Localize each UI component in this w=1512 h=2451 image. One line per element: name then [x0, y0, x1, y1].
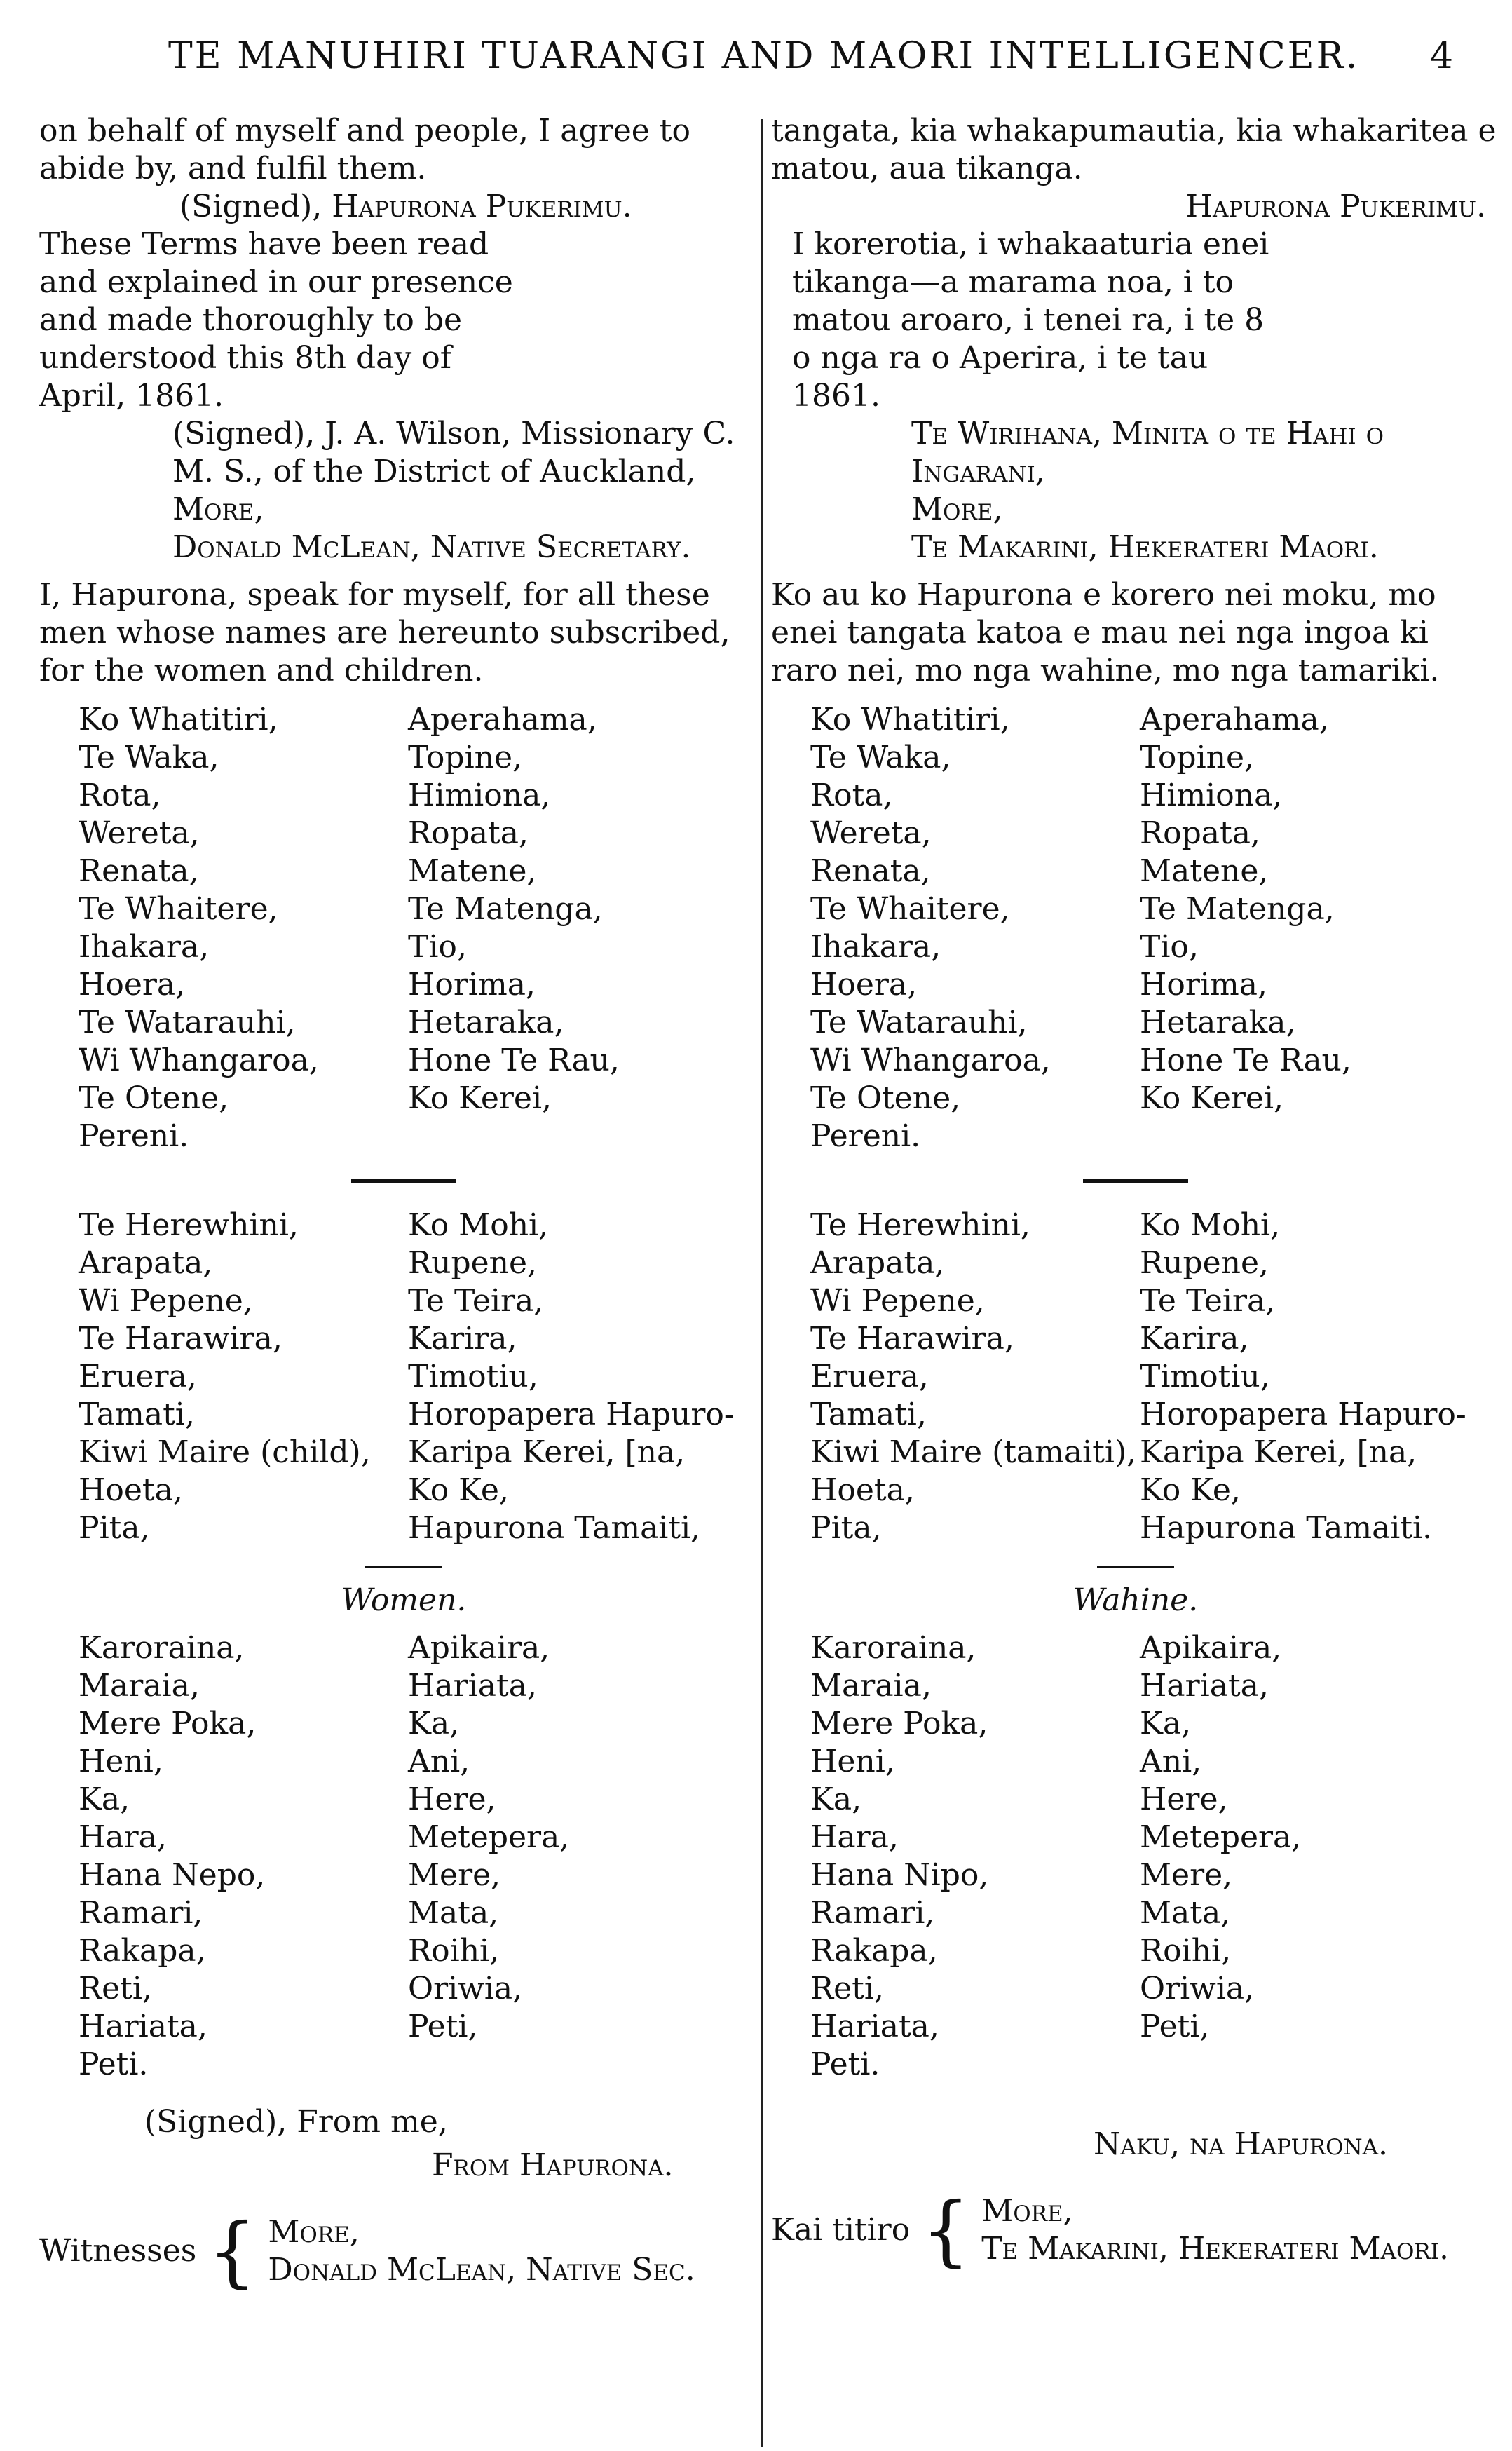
list-item: Ko Mohi,	[1140, 1207, 1281, 1243]
list-item: Peti.	[79, 2046, 149, 2082]
list-item: Tamati,	[79, 1397, 195, 1432]
list-item: Karipa Kerei, [na,	[1140, 1434, 1417, 1470]
list-item: Hariata,	[79, 2009, 207, 2044]
names-col-2	[1140, 701, 1504, 1155]
list-item: Ko Ke,	[1140, 1472, 1241, 1508]
list-item: Matene,	[408, 853, 537, 889]
list-item: Te Herewhini,	[79, 1207, 299, 1243]
attestation-text: These Terms have been read and explained in our presence and made thoroughly to be understood this 8th day of April, 1861.	[39, 226, 513, 414]
list-item: Ka,	[1140, 1706, 1192, 1742]
list-item: Topine,	[408, 740, 523, 775]
list-item: Wi Whangaroa,	[79, 1043, 319, 1078]
from-name: From Hapurona.	[432, 2147, 674, 2183]
list-item: Ko Whatitiri,	[810, 702, 1010, 738]
list-item: Ko Ke,	[408, 1472, 509, 1508]
list-item: Roihi,	[408, 1933, 500, 1969]
list-item: Peti,	[1140, 2009, 1210, 2044]
list-item: Hoera,	[79, 967, 186, 1003]
list-item: Te Matenga,	[408, 891, 603, 927]
list-item: Wereta,	[810, 815, 932, 851]
women-heading: Women.	[341, 1582, 467, 1618]
list-item: Mere Poka,	[79, 1706, 257, 1742]
list-item: Peti,	[408, 2009, 478, 2044]
section-rule	[365, 1566, 442, 1568]
from-signed: (Signed), From me,	[144, 2104, 448, 2140]
list-item: Te Waka,	[810, 740, 951, 775]
list-item: Aperahama,	[408, 702, 597, 738]
list-item: Ropata,	[1140, 815, 1260, 851]
list-item: Pita,	[79, 1510, 150, 1546]
witness-more: More,	[911, 491, 1003, 527]
list-item: Maraia,	[810, 1668, 932, 1704]
list-item: Ko Kerei,	[1140, 1080, 1284, 1116]
names-col-2	[1140, 1629, 1504, 2084]
list-item: Oriwia,	[408, 1971, 523, 2007]
list-item: Te Herewhini,	[810, 1207, 1030, 1243]
list-item: Wi Pepene,	[79, 1283, 253, 1319]
witnesses-block	[771, 2185, 1500, 2275]
list-item: Ihakara,	[79, 929, 210, 965]
list-item: Ko Kerei,	[408, 1080, 552, 1116]
men-names-group-2	[810, 1207, 1500, 1547]
list-item: Karoraina,	[810, 1630, 976, 1666]
men-names-group-1	[810, 701, 1500, 1155]
list-item: Wi Whangaroa,	[810, 1043, 1051, 1078]
list-item: Topine,	[1140, 740, 1255, 775]
list-item: Rota,	[810, 778, 893, 813]
list-item: Hariata,	[408, 1668, 537, 1704]
witnesses-label: Kai titiro	[771, 2212, 911, 2248]
list-item: Himiona,	[1140, 778, 1283, 813]
names-col-1	[79, 1629, 408, 2084]
list-item: Karoraina,	[79, 1630, 245, 1666]
page-number: 4	[1430, 35, 1454, 77]
brace-icon: {	[207, 2206, 257, 2296]
names-col-1	[810, 1207, 1140, 1547]
witness-names	[268, 2213, 695, 2289]
signed-label: (Signed),	[179, 189, 322, 224]
list-item: Rupene,	[408, 1245, 538, 1281]
witness-wilson: (Signed), J. A. Wilson, Missionary C. M. S., of the District of Auckland,	[172, 416, 735, 489]
list-item: Eruera,	[79, 1359, 197, 1394]
list-item: Metepera,	[1140, 1819, 1302, 1855]
list-item: Renata,	[810, 853, 931, 889]
list-item: Pita,	[810, 1510, 882, 1546]
witness-name: Donald McLean, Native Sec.	[268, 2252, 695, 2288]
women-names	[79, 1629, 768, 2084]
list-item: Roihi,	[1140, 1933, 1232, 1969]
list-item: Arapata,	[79, 1245, 213, 1281]
english-column	[39, 112, 768, 2296]
list-item: Tio,	[408, 929, 467, 965]
witness-name: More,	[268, 2214, 360, 2250]
list-item: Te Otene,	[79, 1080, 229, 1116]
names-col-2	[408, 701, 772, 1155]
list-item: Horopapera Hapuro-	[1140, 1397, 1466, 1432]
list-item: Wereta,	[79, 815, 200, 851]
intro-text: on behalf of myself and people, I agree to abide by, and fulfil them.	[39, 113, 690, 186]
list-item: Ani,	[408, 1744, 470, 1779]
list-item: Hetaraka,	[1140, 1005, 1296, 1040]
list-item: Mata,	[408, 1895, 499, 1931]
list-item: Arapata,	[810, 1245, 945, 1281]
list-item: Oriwia,	[1140, 1971, 1255, 2007]
list-item: Te Teira,	[408, 1283, 544, 1319]
list-item: Here,	[1140, 1781, 1228, 1817]
women-heading: Wahine.	[1072, 1582, 1199, 1618]
list-item: Wi Pepene,	[810, 1283, 985, 1319]
list-item: Ani,	[1140, 1744, 1202, 1779]
list-item: Renata,	[79, 853, 199, 889]
names-col-1	[79, 701, 408, 1155]
list-item: Ka,	[79, 1781, 130, 1817]
list-item: Ka,	[408, 1706, 460, 1742]
list-item: Rota,	[79, 778, 161, 813]
list-item: Eruera,	[810, 1359, 929, 1394]
list-item: Te Matenga,	[1140, 891, 1335, 927]
list-item: Karira,	[408, 1321, 517, 1357]
witnesses-label: Witnesses	[39, 2233, 197, 2269]
list-item: Metepera,	[408, 1819, 570, 1855]
names-col-1	[810, 701, 1140, 1155]
list-item: Te Watarauhi,	[79, 1005, 296, 1040]
page-header	[0, 35, 1512, 91]
witness-more: More,	[172, 491, 264, 527]
signed-name: Hapurona Pukerimu.	[332, 189, 632, 224]
list-item: Hana Nepo,	[79, 1857, 266, 1893]
list-item: Te Whaitere,	[810, 891, 1010, 927]
list-item: Mere,	[1140, 1857, 1233, 1893]
list-item: Te Otene,	[810, 1080, 961, 1116]
list-item: Maraia,	[79, 1668, 200, 1704]
list-item: Horima,	[1140, 967, 1267, 1003]
list-item: Hapurona Tamaiti,	[408, 1510, 701, 1546]
section-rule	[1097, 1566, 1174, 1568]
list-item: Rakapa,	[79, 1933, 206, 1969]
list-item: Karira,	[1140, 1321, 1249, 1357]
list-item: Matene,	[1140, 853, 1269, 889]
from-name: Naku, na Hapurona.	[1094, 2126, 1388, 2162]
list-item: Mere Poka,	[810, 1706, 988, 1742]
list-item: Karipa Kerei, [na,	[408, 1434, 686, 1470]
list-item: Heni,	[810, 1744, 895, 1779]
witness-names	[981, 2192, 1449, 2268]
list-item: Heni,	[79, 1744, 163, 1779]
list-item: Te Watarauhi,	[810, 1005, 1028, 1040]
list-item: Rakapa,	[810, 1933, 938, 1969]
list-item: Here,	[408, 1781, 496, 1817]
header-title: TE MANUHIRI TUARANGI AND MAORI INTELLIGENCER.	[168, 35, 1360, 77]
names-col-1	[79, 1207, 408, 1547]
list-item: Hoeta,	[79, 1472, 183, 1508]
list-item: Hoeta,	[810, 1472, 915, 1508]
men-names-group-1	[79, 701, 768, 1155]
list-item: Hariata,	[1140, 1668, 1269, 1704]
list-item: Rupene,	[1140, 1245, 1269, 1281]
list-item: Hetaraka,	[408, 1005, 564, 1040]
list-item: Ramari,	[79, 1895, 203, 1931]
list-item: Te Harawira,	[79, 1321, 282, 1357]
list-item: Tio,	[1140, 929, 1199, 965]
list-item: Hone Te Rau,	[408, 1043, 620, 1078]
signed-name: Hapurona Pukerimu.	[1185, 189, 1486, 224]
witnesses-block	[39, 2206, 768, 2296]
statement-text: Ko au ko Hapurona e korero nei moku, mo enei tangata katoa e mau nei nga ingoa ki raro nei, mo nga wahine, mo nga tamariki.	[771, 577, 1440, 688]
list-item: Ko Mohi,	[408, 1207, 549, 1243]
list-item: Hara,	[79, 1819, 167, 1855]
list-item: Hoera,	[810, 967, 918, 1003]
list-item: Himiona,	[408, 778, 551, 813]
list-item: Tamati,	[810, 1397, 927, 1432]
list-item: Horopapera Hapuro-	[408, 1397, 735, 1432]
list-item: Mere,	[408, 1857, 501, 1893]
list-item: Horima,	[408, 967, 536, 1003]
names-col-1	[810, 1629, 1140, 2084]
list-item: Hara,	[810, 1819, 899, 1855]
list-item: Reti,	[810, 1971, 884, 2007]
list-item: Te Waka,	[79, 740, 219, 775]
witness-wilson: Te Wirihana, Minita o te Hahi o Ingarani,	[911, 416, 1384, 489]
list-item: Hapurona Tamaiti.	[1140, 1510, 1433, 1546]
brace-icon: {	[921, 2185, 971, 2275]
list-item: Apikaira,	[408, 1630, 550, 1666]
list-item: Timotiu,	[1140, 1359, 1270, 1394]
list-item: Aperahama,	[1140, 702, 1329, 738]
women-names	[810, 1629, 1500, 2084]
section-rule	[351, 1179, 456, 1183]
intro-text: tangata, kia whakapumautia, kia whakaritea e matou, aua tikanga.	[771, 113, 1497, 186]
witness-name: More,	[981, 2193, 1073, 2229]
section-rule	[1083, 1179, 1188, 1183]
list-item: Te Teira,	[1140, 1283, 1276, 1319]
statement-text: I, Hapurona, speak for myself, for all these men whose names are hereunto subscribed, for the women and children.	[39, 577, 730, 688]
witness-name: Te Makarini, Hekerateri Maori.	[981, 2231, 1449, 2267]
list-item: Hone Te Rau,	[1140, 1043, 1351, 1078]
witness-mclean: Donald McLean, Native Secretary.	[172, 529, 691, 565]
list-item: Peti.	[810, 2046, 880, 2082]
list-item: Pereni.	[79, 1118, 189, 1154]
list-item: Kiwi Maire (child),	[79, 1434, 371, 1470]
list-item: Hariata,	[810, 2009, 939, 2044]
men-names-group-2	[79, 1207, 768, 1547]
list-item: Ko Whatitiri,	[79, 702, 278, 738]
list-item: Mata,	[1140, 1895, 1231, 1931]
list-item: Ka,	[810, 1781, 862, 1817]
list-item: Ramari,	[810, 1895, 935, 1931]
list-item: Te Harawira,	[810, 1321, 1014, 1357]
list-item: Ropata,	[408, 815, 529, 851]
list-item: Kiwi Maire (tamaiti),	[810, 1434, 1137, 1470]
list-item: Te Whaitere,	[79, 891, 278, 927]
list-item: Timotiu,	[408, 1359, 538, 1394]
signature-line	[179, 188, 768, 226]
list-item: Reti,	[79, 1971, 152, 2007]
attestation-text: I korerotia, i whakaaturia enei tikanga—a marama noa, i to matou aroaro, i tenei ra, i te 8 o nga ra o Aperira, i te tau 1861.	[792, 226, 1269, 414]
list-item: Pereni.	[810, 1118, 921, 1154]
list-item: Apikaira,	[1140, 1630, 1282, 1666]
maori-column	[771, 112, 1500, 2275]
names-col-2	[1140, 1207, 1504, 1547]
list-item: Ihakara,	[810, 929, 941, 965]
list-item: Hana Nipo,	[810, 1857, 989, 1893]
names-col-2	[408, 1629, 772, 2084]
names-col-2	[408, 1207, 772, 1547]
witness-mclean: Te Makarini, Hekerateri Maori.	[911, 529, 1379, 565]
